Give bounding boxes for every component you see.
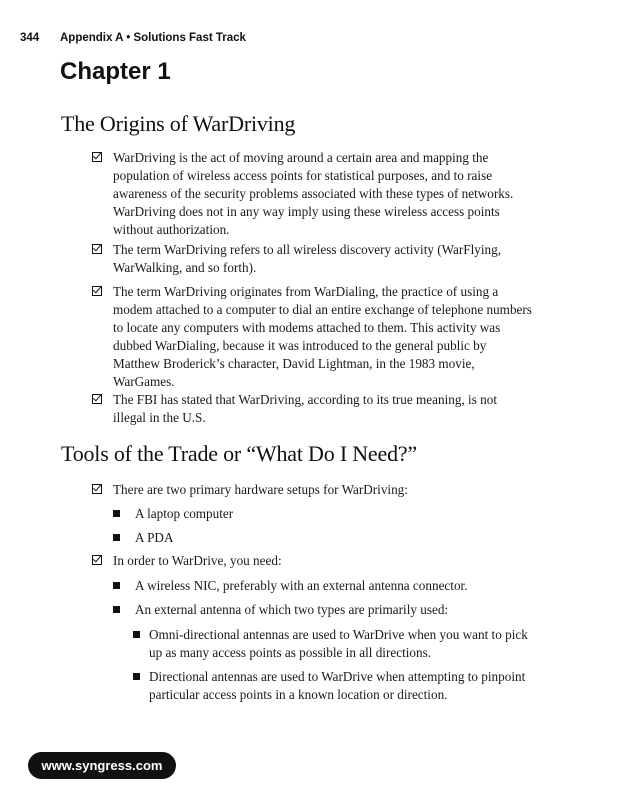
checklist-item-text: The term WarDriving refers to all wireless discovery activity (WarFlying, WarWalking, and so forth). [113, 242, 502, 275]
list-item [113, 505, 533, 523]
nested-list-item [133, 626, 533, 662]
checklist-item [92, 149, 532, 239]
running-header [20, 32, 246, 44]
checklist-item [92, 552, 532, 570]
chapter-title: Chapter 1 [60, 58, 171, 85]
checkbox-check-icon [92, 394, 102, 404]
square-bullet-icon [113, 510, 120, 517]
square-bullet-icon [113, 582, 120, 589]
checklist-item-text: The FBI has stated that WarDriving, according to its true meaning, is not illegal in the U.S. [113, 392, 497, 425]
checkbox-check-icon [92, 555, 102, 565]
section-heading-tools: Tools of the Trade or “What Do I Need?” [61, 441, 417, 466]
checklist-item [92, 241, 532, 277]
square-bullet-icon [113, 606, 120, 613]
list-item-text: A laptop computer [135, 506, 234, 521]
page-number: 344 [20, 32, 40, 44]
square-bullet-icon [133, 673, 140, 680]
list-item-text: A wireless NIC, preferably with an external antenna connector. [135, 578, 468, 593]
nested-list-item [133, 668, 543, 704]
checklist-item [92, 283, 532, 391]
checkbox-check-icon [92, 244, 102, 254]
checklist-item-text: WarDriving is the act of moving around a certain area and mapping the population of wireless access points for statistical purposes, and to raise awareness of the security problems associated with these types of networks. WarDriving does not in any way imply using these wireless access points without authorization. [113, 150, 514, 237]
nested-list-item-text: Omni-directional antennas are used to WarDrive when you want to pick up as many access points as possible in all directions. [149, 627, 528, 660]
running-title: Appendix A • Solutions Fast Track [60, 32, 246, 44]
checkbox-check-icon [92, 484, 102, 494]
list-item-text: An external antenna of which two types are primarily used: [135, 602, 449, 617]
square-bullet-icon [113, 534, 120, 541]
checklist-item [92, 481, 532, 499]
checklist-item [92, 391, 532, 427]
square-bullet-icon [133, 631, 140, 638]
checklist-item-text: The term WarDriving originates from WarDialing, the practice of using a modem attached to a computer to dial an entire exchange of telephone numbers to locate any computers with modems attached to them. This activity was dubbed WarDialing, because it was introduced to the general public by Matthew Broderick’s character, David Lightman, in the 1983 movie, WarGames. [113, 284, 532, 389]
nested-list-item-text: Directional antennas are used to WarDrive when attempting to pinpoint particular access points in a known location or direction. [149, 669, 526, 702]
list-item [113, 601, 533, 619]
checklist-item-text: There are two primary hardware setups for WarDriving: [113, 482, 408, 497]
list-item [113, 577, 533, 595]
list-item-text: A PDA [135, 530, 174, 545]
checklist-item-text: In order to WarDrive, you need: [113, 553, 282, 568]
list-item [113, 529, 533, 547]
checkbox-check-icon [92, 152, 102, 162]
checkbox-check-icon [92, 286, 102, 296]
publisher-url-badge: www.syngress.com [28, 752, 176, 779]
section-heading-origins: The Origins of WarDriving [61, 111, 296, 136]
